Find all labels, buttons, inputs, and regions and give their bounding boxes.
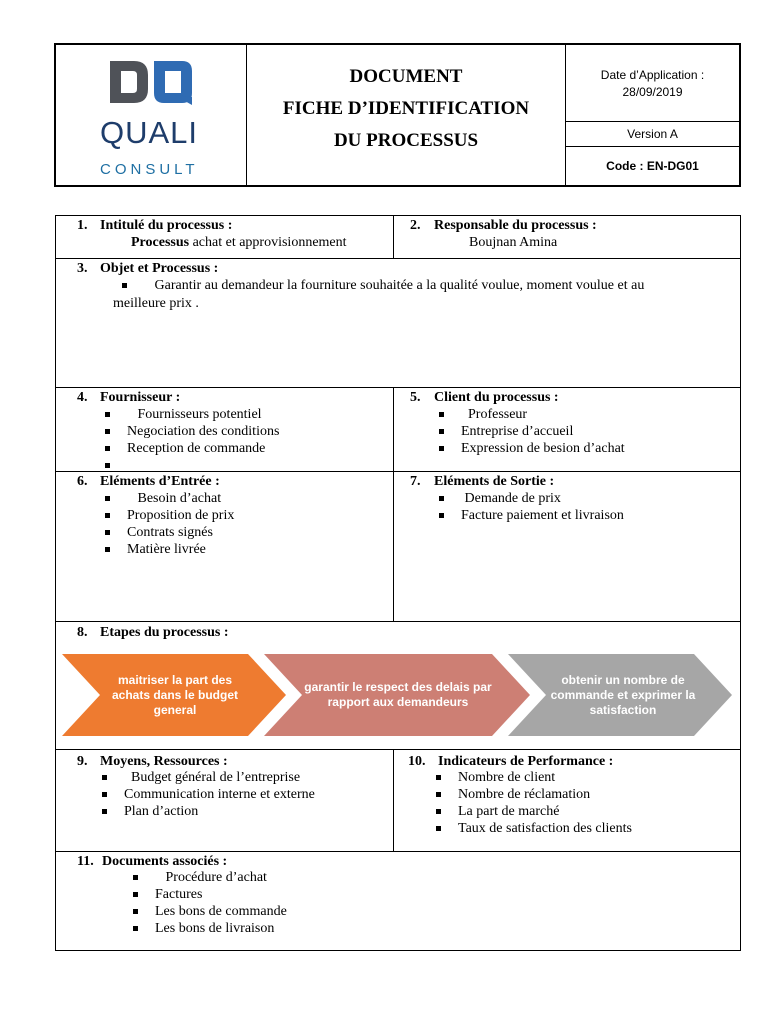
section-11-number: 11. (77, 854, 94, 869)
logo-consult-text: CONSULT (100, 161, 199, 178)
section-3-line-1: Garantir au demandeur la fourniture souhaitée a la qualité voulue, moment voulue et au (154, 278, 645, 293)
list-item (458, 820, 632, 837)
list-item (155, 920, 287, 937)
list-item-text: Besoin d’achat (137, 491, 222, 506)
section-2-number: 2. (410, 218, 421, 233)
title-line-2: FICHE D’IDENTIFICATION (282, 98, 530, 119)
section-11-cell (55, 851, 741, 951)
list-item-text: Entreprise d’accueil (461, 424, 574, 439)
list-item (458, 769, 632, 786)
list-item-text: Budget général de l’entreprise (131, 770, 301, 785)
section-10-cell (393, 749, 741, 852)
section-11-list (155, 869, 287, 937)
section-4-title: Fournisseur : (100, 390, 181, 405)
code-cell: Code : EN-DG01 (606, 159, 699, 173)
section-11-title: Documents associés : (102, 854, 228, 869)
title-line-1: DOCUMENT (349, 66, 463, 87)
list-item-text: Fournisseurs potentiel (137, 407, 262, 422)
logo-quali-text: QUALI (100, 115, 199, 150)
list-item-text: Factures (155, 887, 203, 902)
list-item-text: Les bons de livraison (155, 921, 275, 936)
section-7-title: Eléments de Sortie : (434, 474, 555, 489)
list-item (155, 886, 287, 903)
date-label: Date d’Application : (600, 68, 705, 82)
list-item-text: Facture paiement et livraison (461, 508, 624, 523)
list-item-text: Contrats signés (127, 525, 213, 540)
list-item-text: Nombre de réclamation (458, 787, 591, 802)
list-item-text: Procédure d’achat (165, 870, 267, 885)
list-item-text: Professeur (468, 407, 528, 422)
list-item-text: Expression de besion d’achat (461, 441, 625, 456)
section-6-title: Eléments d’Entrée : (100, 474, 220, 489)
list-item-text: Plan d’action (124, 804, 199, 819)
step-2-label: garantir le respect des delais par rapport aux demandeurs (304, 680, 492, 709)
list-item-text: Reception de commande (127, 441, 266, 456)
list-item (124, 769, 315, 786)
list-item-text: Les bons de commande (155, 904, 287, 919)
list-item-text: Communication interne et externe (124, 787, 315, 802)
section-3-title: Objet et Processus : (100, 261, 219, 276)
date-value: 28/09/2019 (622, 85, 683, 99)
section-9-cell (55, 749, 394, 852)
list-item (458, 786, 632, 803)
section-8-number: 8. (77, 625, 88, 640)
section-3-line-2: meilleure prix . (113, 296, 199, 311)
step-3-label: obtenir un nombre de commande et exprimer la satisfaction (550, 672, 696, 717)
list-item (155, 869, 287, 886)
list-item-text: Proposition de prix (127, 508, 235, 523)
section-10-title: Indicateurs de Performance : (438, 754, 614, 769)
section-9-list (124, 769, 315, 820)
section-5-number: 5. (410, 390, 421, 405)
list-item (124, 803, 315, 820)
section-1-title: Intitulé du processus : (100, 218, 233, 233)
section-3-number: 3. (77, 261, 88, 276)
section-9-title: Moyens, Ressources : (100, 754, 228, 769)
section-1-value-text: achat et approvisionnement (189, 235, 347, 250)
list-item-text: La part de marché (458, 804, 560, 819)
section-8-title: Etapes du processus : (100, 625, 229, 640)
section-1-bold-prefix: Processus (131, 235, 190, 250)
title-line-3: DU PROCESSUS (333, 130, 479, 151)
section-6-number: 6. (77, 474, 88, 489)
section-4-number: 4. (77, 390, 88, 405)
list-item-text: Taux de satisfaction des clients (458, 821, 632, 836)
section-2-title: Responsable du processus : (434, 218, 597, 233)
section-9-number: 9. (77, 754, 88, 769)
version-cell: Version A (566, 122, 739, 147)
section-10-number: 10. (408, 754, 426, 769)
list-item (124, 786, 315, 803)
list-item-text: Negociation des conditions (127, 424, 280, 439)
section-1-number: 1. (77, 218, 88, 233)
list-item-text: Matière livrée (127, 542, 206, 557)
list-item (155, 903, 287, 920)
step-1-label: maitriser la part des achats dans le budget general (111, 672, 239, 717)
list-item-text: Nombre de client (458, 770, 556, 785)
section-2-value: Boujnan Amina (469, 235, 558, 250)
list-item-text: Demande de prix (464, 491, 561, 506)
section-10-list (458, 769, 632, 837)
section-7-number: 7. (410, 474, 421, 489)
section-5-title: Client du processus : (434, 390, 559, 405)
list-item (458, 803, 632, 820)
